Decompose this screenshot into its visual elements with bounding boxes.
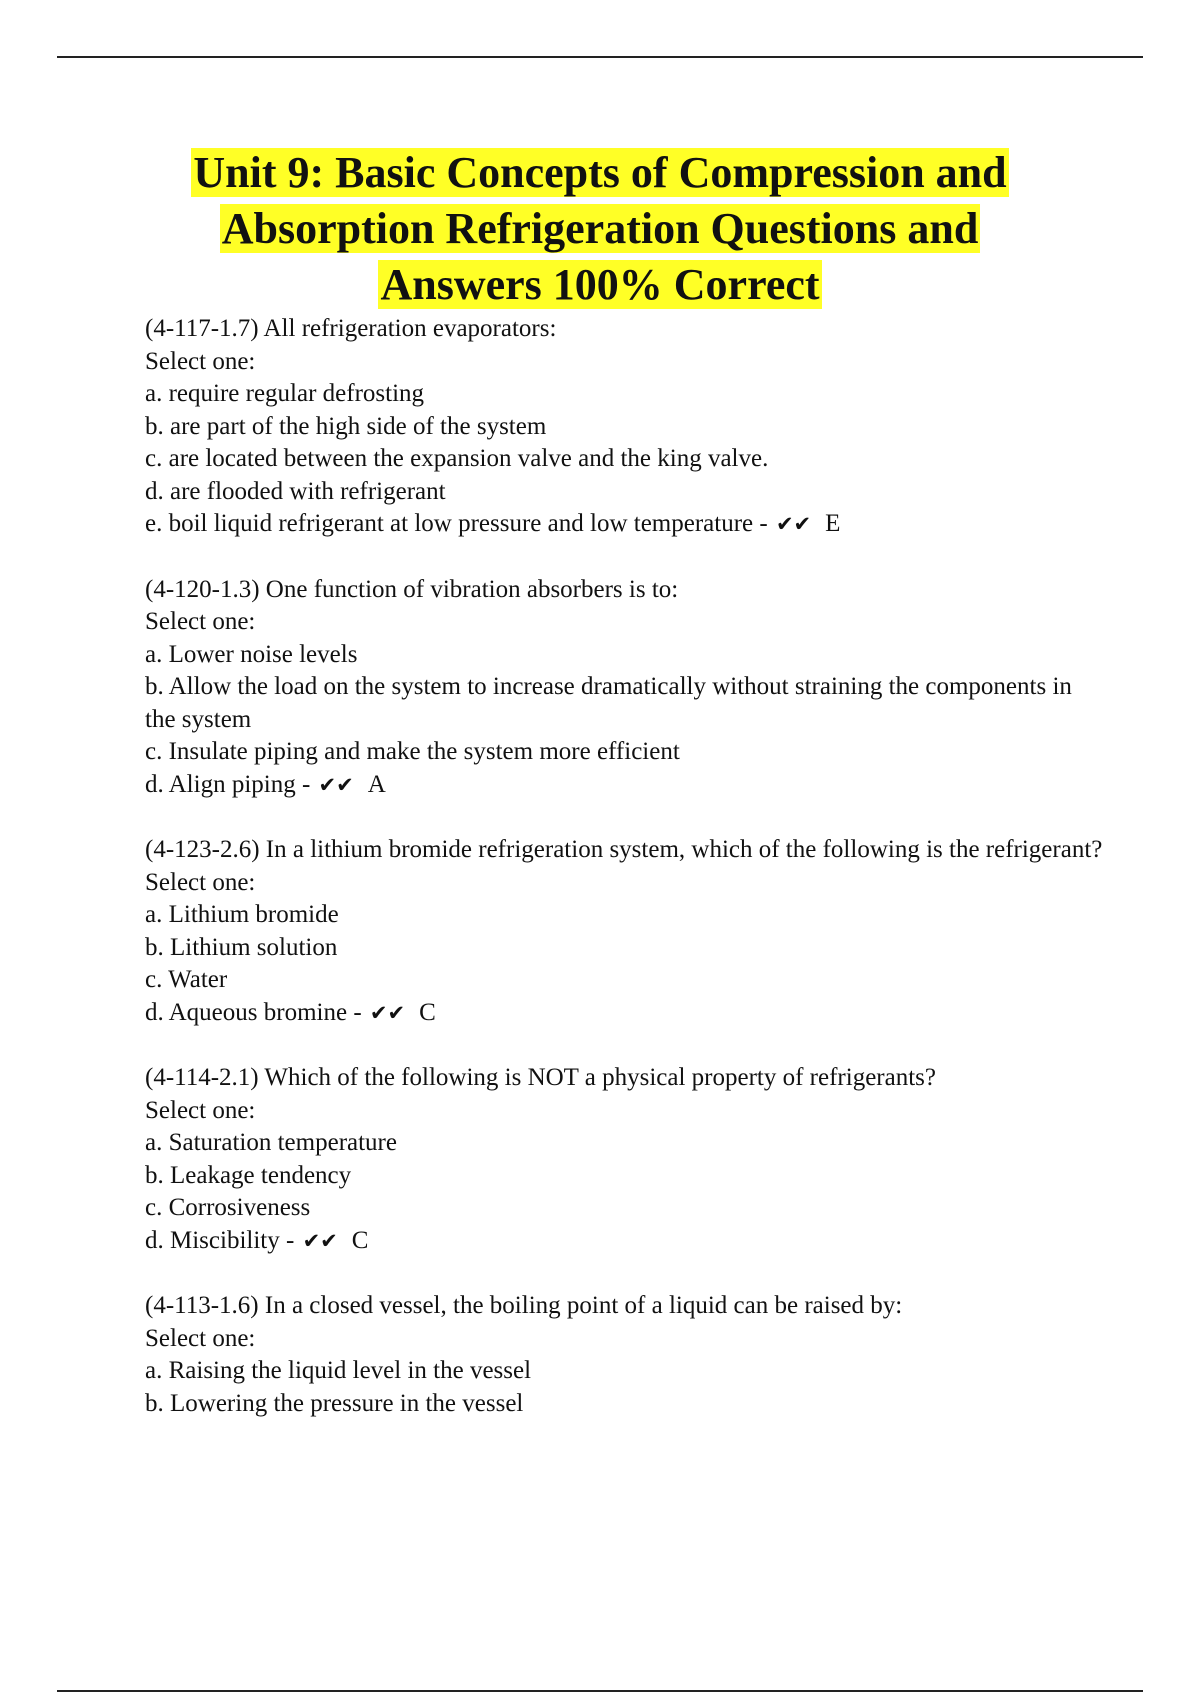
question-prompt: (4-120-1.3) One function of vibration absorbers is to: (145, 575, 679, 603)
option-b: b. Allow the load on the system to increase dramatically without straining the components in the system (145, 673, 1072, 733)
bottom-rule (57, 1690, 1143, 1692)
option-e: e. boil liquid refrigerant at low pressure and low temperature - (145, 510, 768, 537)
option-b: b. Lithium solution (145, 933, 338, 961)
check-mark-icon: ✔✔ (318, 772, 354, 797)
option-d: d. Align piping - (145, 770, 311, 798)
answer-letter: C (419, 998, 436, 1026)
select-label: Select one: (145, 608, 256, 635)
select-label: Select one: (145, 1324, 256, 1352)
check-mark-icon: ✔✔ (369, 1000, 406, 1025)
option-e-with-answer (145, 508, 1105, 541)
select-label: Select one: (145, 868, 256, 896)
top-rule (57, 56, 1143, 58)
question-prompt: (4-113-1.6) In a closed vessel, the boiling point of a liquid can be raised by: (145, 1292, 903, 1319)
question-5 (145, 1290, 1105, 1420)
option-b: b. Leakage tendency (145, 1161, 352, 1189)
answer-letter: E (825, 510, 841, 537)
question-3 (145, 834, 1105, 1029)
answer-letter: C (351, 1226, 369, 1254)
option-c: c. Water (145, 966, 228, 993)
option-d-with-answer (145, 997, 1105, 1030)
option-d-with-answer (145, 1225, 1105, 1258)
option-a: a. require regular defrosting (145, 380, 425, 407)
question-2 (145, 574, 1105, 802)
title-line-3: Answers 100% Correct (380, 260, 820, 309)
question-1 (145, 313, 1105, 541)
option-d: d. Miscibility - (145, 1226, 295, 1254)
option-a: a. Raising the liquid level in the vessel (145, 1357, 532, 1384)
check-mark-icon: ✔✔ (302, 1228, 338, 1253)
option-d-with-answer (145, 769, 1105, 802)
question-4 (145, 1062, 1105, 1257)
option-c: c. Insulate piping and make the system more efficient (145, 738, 680, 765)
question-list (145, 313, 1105, 1453)
select-label: Select one: (145, 1096, 256, 1124)
question-prompt: (4-114-2.1) Which of the following is NOT a physical property of refrigerants? (145, 1064, 936, 1091)
option-b: b. Lowering the pressure in the vessel (145, 1389, 524, 1417)
select-label: Select one: (145, 347, 256, 375)
option-a: a. Lithium bromide (145, 901, 339, 928)
option-b: b. are part of the high side of the system (145, 412, 547, 440)
answer-letter: A (367, 770, 386, 798)
option-c: c. are located between the expansion valve and the king valve. (145, 445, 769, 472)
option-c: c. Corrosiveness (145, 1194, 311, 1221)
option-d: d. are flooded with refrigerant (145, 477, 446, 505)
option-a: a. Saturation temperature (145, 1129, 397, 1156)
option-d: d. Aqueous bromine - (145, 998, 362, 1026)
question-prompt: (4-117-1.7) All refrigeration evaporators: (145, 315, 557, 342)
check-mark-icon: ✔✔ (775, 512, 812, 536)
document-title (100, 145, 1100, 313)
title-line-1: Unit 9: Basic Concepts of Compression and (193, 148, 1007, 197)
question-prompt: (4-123-2.6) In a lithium bromide refrigeration system, which of the following is the refrigerant? (145, 836, 1103, 863)
title-line-2: Absorption Refrigeration Questions and (221, 204, 979, 253)
option-a: a. Lower noise levels (145, 640, 358, 668)
